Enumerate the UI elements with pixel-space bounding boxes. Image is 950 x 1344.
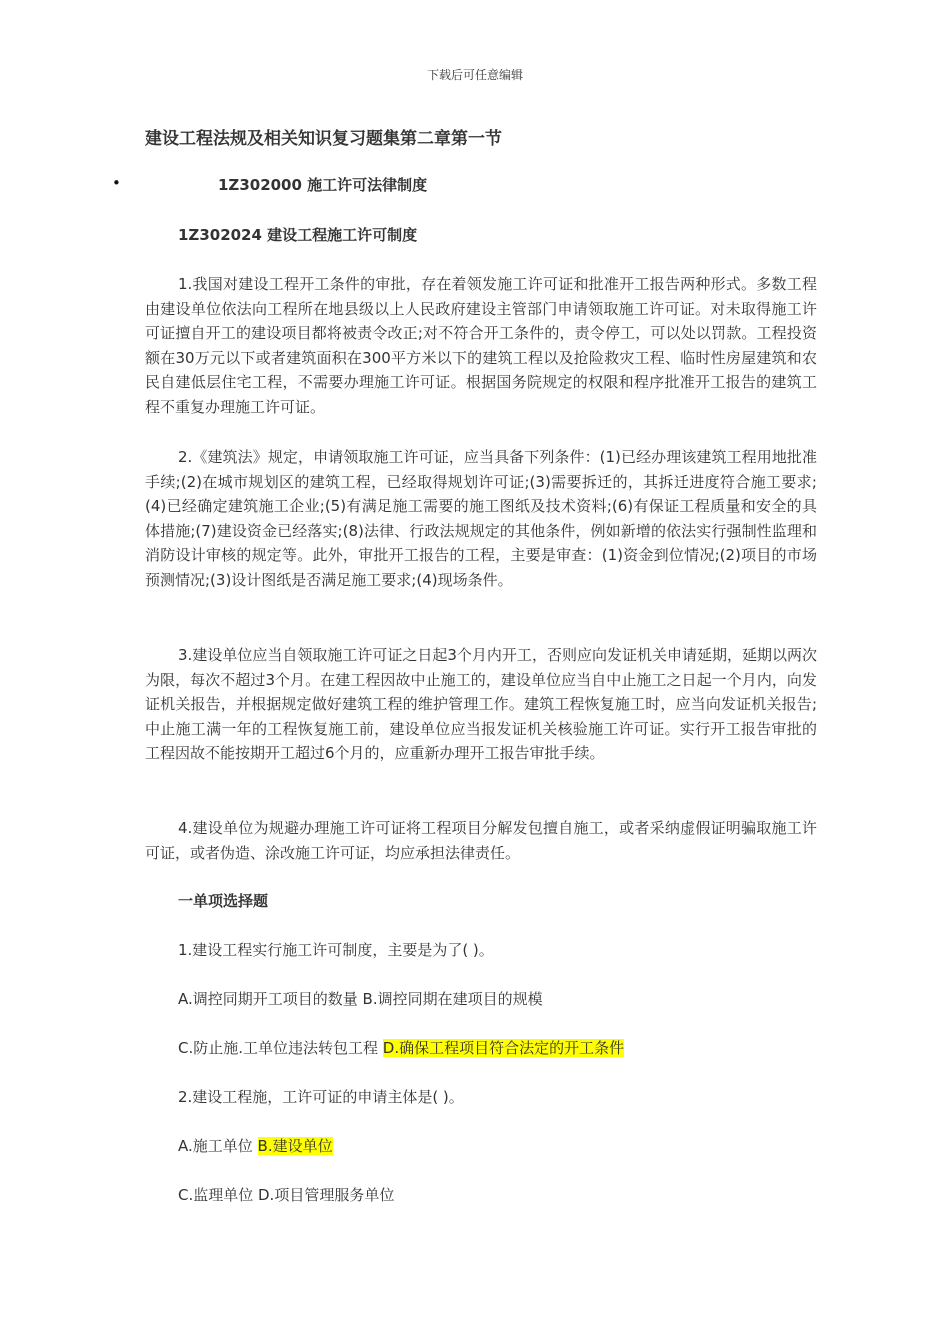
- bullet-list-item: [112, 174, 812, 198]
- question-1-answer-highlight: D.确保工程项目符合法定的开工条件: [382, 1039, 625, 1057]
- paragraph-1: 1.我国对建设工程开工条件的审批，存在着领发施工许可证和批准开工报告两种形式。多数工程由建设单位依法向工程所在地县级以上人民政府建设主管部门申请领取施工许可证。对未取得施工许可证擅自开工的建设项目都将被责令改正;对不符合开工条件的，责令停工，可以处以罚款。工程投资额在30万元以下或者建筑面积在300平方米以下的建筑工程以及抢险救灾工程、临时性房屋建筑和农民自建低层住宅工程，不需要办理施工许可证。根据国务院规定的权限和程序批准开工报告的建筑工程不重复办理施工许可证。: [145, 275, 817, 416]
- paragraph-2: 2.《建筑法》规定，申请领取施工许可证，应当具备下列条件：(1)已经办理该建筑工程用地批准手续;(2)在城市规划区的建筑工程，已经取得规划许可证;(3)需要拆迁的，其拆迁进度符合施工要求;(4)已经确定建筑施工企业;(5)有满足施工需要的施工图纸及技术资料;(6)有保证工程质量和安全的具体措施;(7)建设资金已经落实;(8)法律、行政法规规定的其他条件，例如新增的依法实行强制性监理和消防设计审核的规定等。此外，审批开工报告的工程，主要是审查：(1)资金到位情况;(2)项目的市场预测情况;(3)设计图纸是否满足施工要求;(4)现场条件。: [145, 448, 817, 589]
- question-1-options-cd: [178, 1037, 624, 1058]
- question-2-option-a: A.施工单位: [178, 1137, 258, 1155]
- section-heading: 1Z302000 施工许可法律制度: [218, 176, 428, 194]
- question-1-stem: 1.建设工程实行施工许可制度，主要是为了( )。: [178, 941, 494, 959]
- header-note: 下载后可任意编辑: [426, 68, 523, 82]
- paragraph-4: 4.建设单位为规避办理施工许可证将工程项目分解发包擅自施工，或者采纳虚假证明骗取施工许可证，或者伪造、涂改施工许可证，均应承担法律责任。: [145, 819, 817, 862]
- question-2-options-cd: C.监理单位 D.项目管理服务单位: [178, 1186, 395, 1204]
- bullet-icon: •: [112, 174, 121, 192]
- question-2-answer-highlight: B.建设单位: [257, 1137, 333, 1155]
- sub-heading: 1Z302024 建设工程施工许可制度: [178, 226, 418, 244]
- question-1-options-ab: A.调控同期开工项目的数量 B.调控同期在建项目的规模: [178, 990, 543, 1008]
- question-1-option-c: C.防止施.工单位违法转包工程: [178, 1039, 383, 1057]
- question-2-stem: 2.建设工程施，工许可证的申请主体是( )。: [178, 1088, 464, 1106]
- question-2-options-ab: [178, 1135, 333, 1156]
- document-title: 建设工程法规及相关知识复习题集第二章第一节: [145, 129, 502, 149]
- questions-heading: 一单项选择题: [178, 892, 269, 910]
- paragraph-3: 3.建设单位应当自领取施工许可证之日起3个月内开工，否则应向发证机关申请延期，延期以两次为限，每次不超过3个月。在建工程因故中止施工的，建设单位应当自中止施工之日起一个月内，向发证机关报告，并根据规定做好建筑工程的维护管理工作。建筑工程恢复施工时，应当向发证机关报告;中止施工满一年的工程恢复施工前，建设单位应当报发证机关核验施工许可证。实行开工报告审批的工程因故不能按期开工超过6个月的，应重新办理开工报告审批手续。: [145, 646, 817, 763]
